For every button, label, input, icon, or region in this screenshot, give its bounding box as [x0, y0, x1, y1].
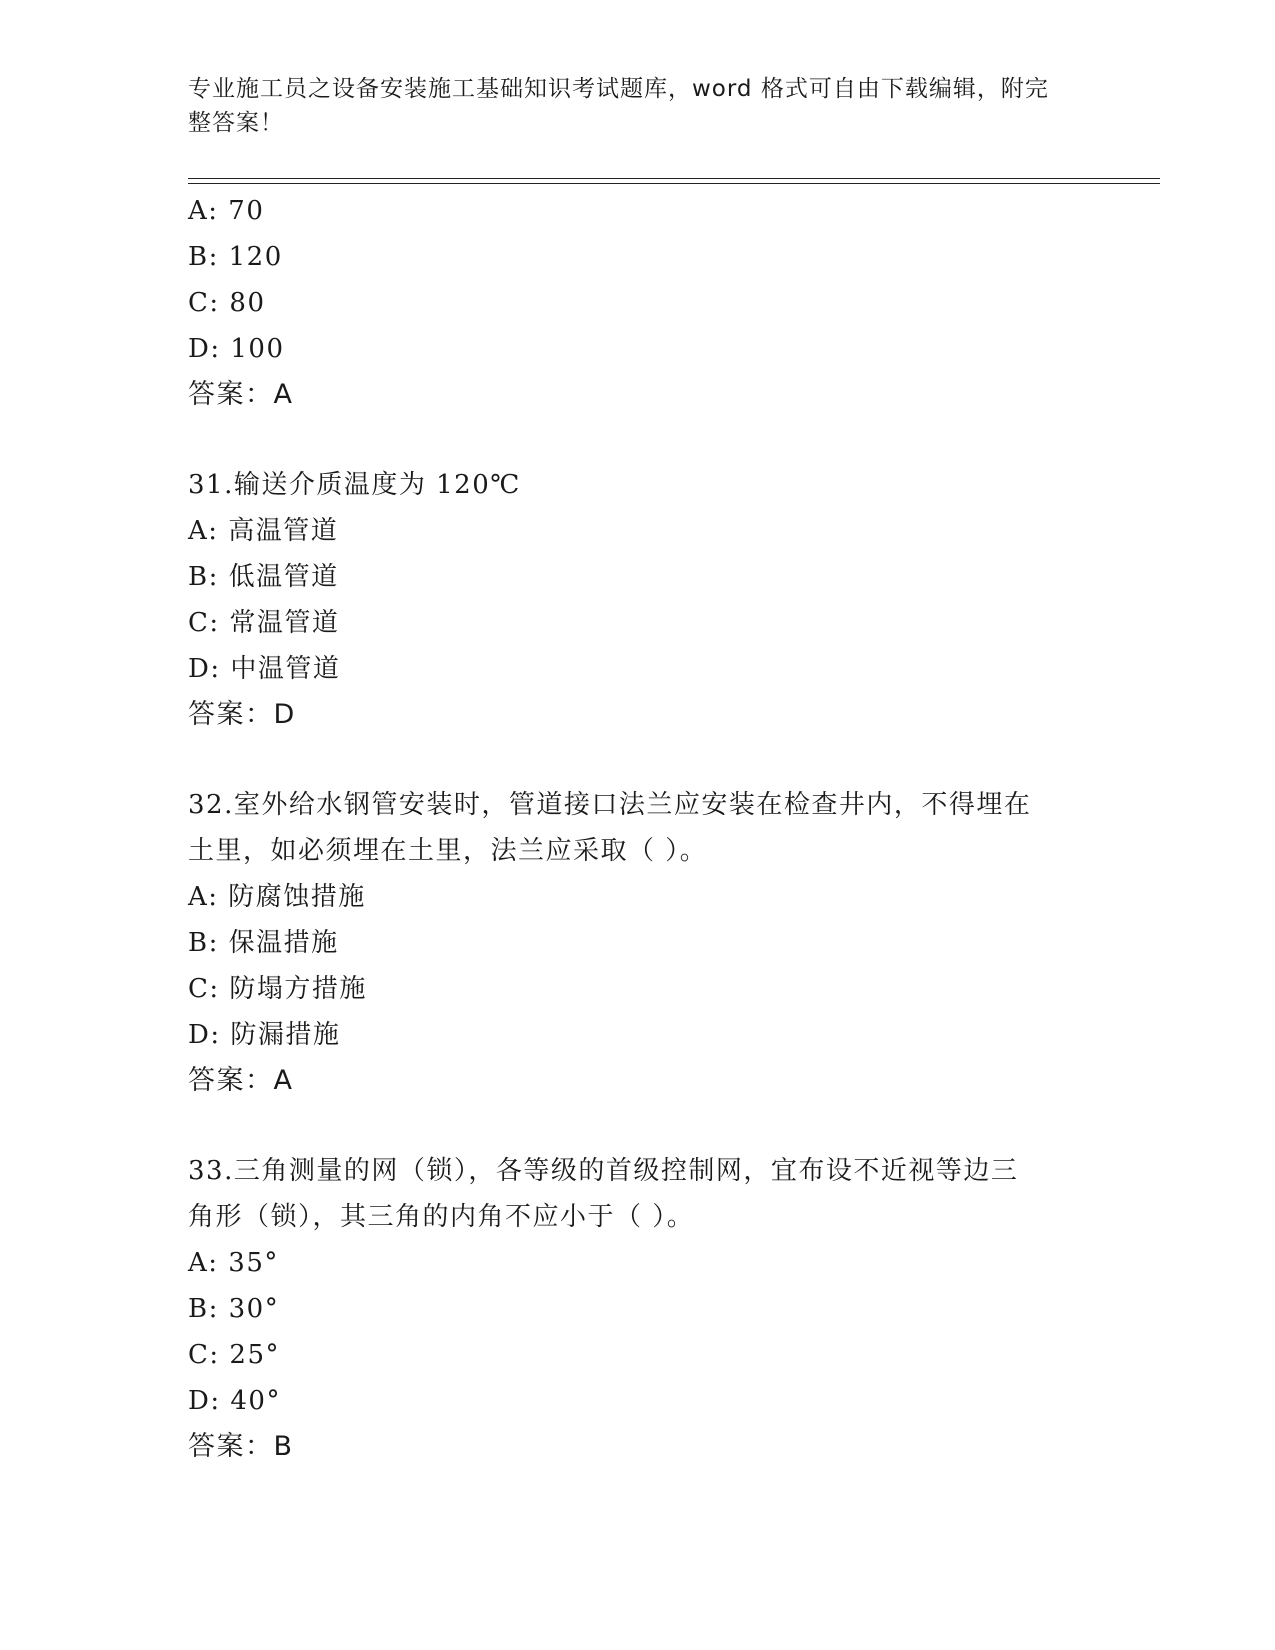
question-32: [188, 782, 1088, 1104]
option-a: A: 70: [188, 196, 265, 226]
header-divider-bottom: [188, 183, 1160, 184]
question-list: [188, 188, 1088, 1470]
answer-line: 答案：D: [188, 699, 296, 730]
spacer: [188, 738, 1088, 782]
option-c: C: 25°: [188, 1340, 281, 1370]
option-b: B: 低温管道: [188, 562, 339, 592]
option-d: D: 100: [188, 334, 285, 364]
option-b: B: 保温措施: [188, 928, 339, 958]
question-text-line-1: 32.室外给水钢管安装时，管道接口法兰应安装在检查井内，不得埋在: [188, 790, 1032, 820]
option-d: D: 中温管道: [188, 654, 341, 684]
header-line-1: 专业施工员之设备安装施工基础知识考试题库，word 格式可自由下载编辑，附完: [188, 76, 1049, 102]
answer-line: 答案：A: [188, 1065, 294, 1096]
question-31: [188, 462, 1088, 738]
question-33: [188, 1148, 1088, 1470]
option-b: B: 30°: [188, 1294, 280, 1324]
option-a: A: 防腐蚀措施: [188, 882, 366, 912]
question-text-line-2: 角形（锁），其三角的内角不应小于（ ）。: [188, 1202, 695, 1232]
spacer: [188, 418, 1088, 462]
option-c: C: 常温管道: [188, 608, 340, 638]
answer-line: 答案：A: [188, 379, 294, 410]
option-d: D: 防漏措施: [188, 1020, 341, 1050]
option-c: C: 80: [188, 288, 266, 318]
header-line-2: 整答案！: [188, 110, 284, 136]
option-a: A: 高温管道: [188, 516, 339, 546]
answer-line: 答案：B: [188, 1431, 294, 1462]
question-text: 31.输送介质温度为 120℃: [188, 470, 521, 500]
question-30: [188, 188, 1088, 418]
option-b: B: 120: [188, 242, 283, 272]
option-c: C: 防塌方措施: [188, 974, 367, 1004]
option-a: A: 35°: [188, 1248, 279, 1278]
spacer: [188, 1104, 1088, 1148]
document-header: [188, 72, 1068, 140]
option-d: D: 40°: [188, 1386, 281, 1416]
header-divider-top: [188, 178, 1160, 179]
question-text-line-1: 33.三角测量的网（锁），各等级的首级控制网，宜布设不近视等边三: [188, 1156, 1019, 1186]
question-text-line-2: 土里，如必须埋在土里，法兰应采取（ ）。: [188, 836, 708, 866]
